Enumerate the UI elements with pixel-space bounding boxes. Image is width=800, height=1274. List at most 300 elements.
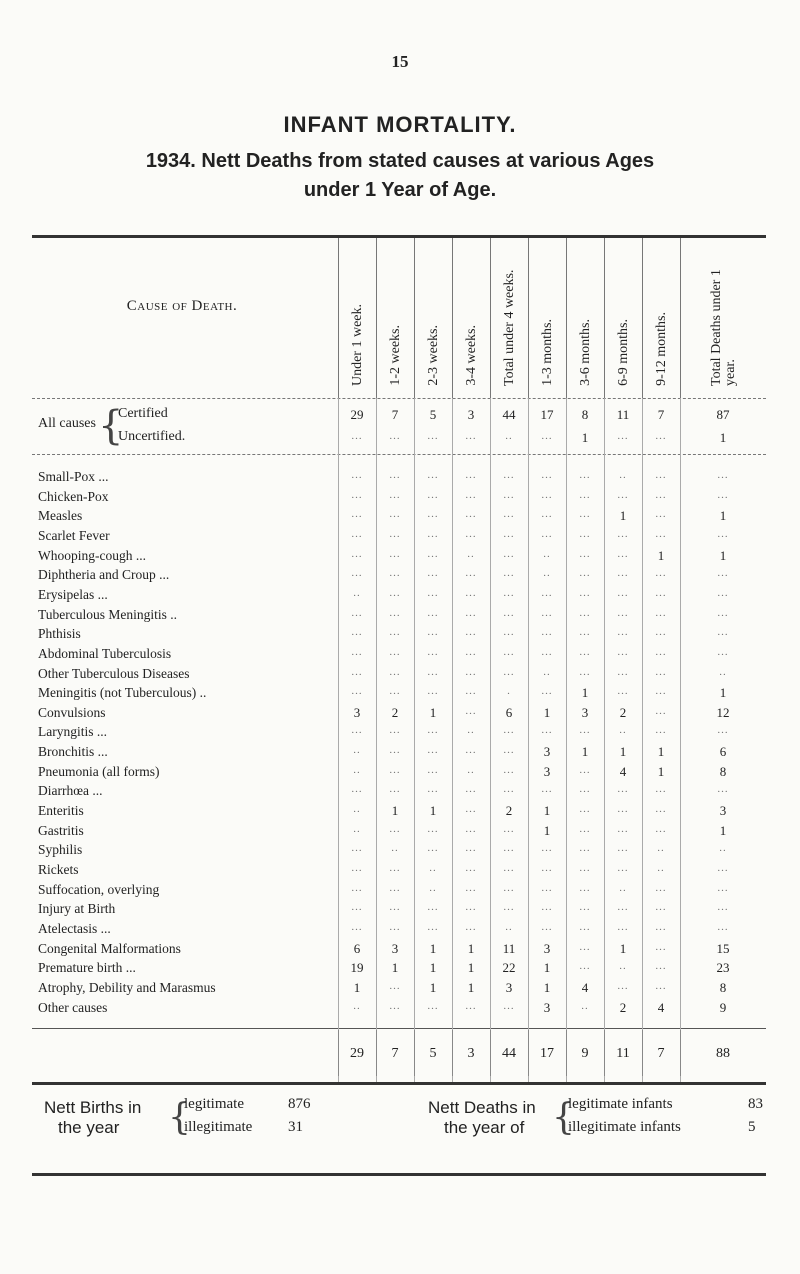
cause-row-cell: .. — [619, 724, 627, 736]
column-header-6 — [566, 238, 605, 398]
certified-cell: 3 — [467, 407, 475, 422]
uncertified-cell: 1 — [581, 430, 589, 445]
cause-row-cell: ... — [465, 882, 477, 894]
cause-row-cell: ... — [617, 528, 629, 540]
cause-row-cell: ... — [579, 646, 591, 658]
cause-row-label — [38, 587, 108, 603]
cause-row-cell: ... — [541, 783, 553, 795]
cause-row-cell: ... — [617, 548, 629, 560]
cause-row-cell: ... — [351, 724, 363, 736]
cause-row-cell: ... — [389, 607, 401, 619]
cause-row-cell: ... — [465, 803, 477, 815]
cause-name: Atrophy, Debility and Marasmus — [38, 980, 216, 995]
cause-row-cell: 1 — [543, 705, 551, 720]
cause-row-cell: 6 — [505, 705, 513, 720]
cause-row-cell: ... — [579, 941, 591, 953]
cause-row-label — [38, 705, 106, 721]
column-header-label: 9-12 months. — [654, 312, 669, 386]
cause-row-cell: ... — [579, 764, 591, 776]
page-number: 15 — [391, 52, 409, 71]
cause-row-cell: 1 — [619, 744, 627, 759]
cause-name: Scarlet Fever — [38, 528, 110, 543]
total-cell: 9 — [581, 1046, 589, 1061]
cause-row-label — [38, 508, 82, 524]
cause-row-cell: ... — [465, 508, 477, 520]
cause-row-cell: ... — [655, 528, 667, 540]
cause-row-cell: ... — [427, 548, 439, 560]
footer-rule — [32, 1173, 766, 1176]
cause-row-cell: ... — [465, 744, 477, 756]
cause-row-cell: ... — [655, 882, 667, 894]
cause-row-cell: .. — [353, 1000, 361, 1012]
totals-divider — [32, 1028, 766, 1029]
cause-row-cell: 2 — [619, 705, 627, 720]
cause-row-cell: 1 — [657, 764, 665, 779]
cause-row-cell: ... — [503, 862, 515, 874]
cause-row-cell: 3 — [543, 744, 551, 759]
uncertified-cell: ... — [351, 430, 363, 442]
cause-row-cell: ... — [717, 724, 729, 736]
cause-name: Bronchitis ... — [38, 744, 108, 759]
cause-row-cell: 22 — [502, 960, 516, 975]
cause-row-cell: ... — [389, 901, 401, 913]
cause-row-cell: 23 — [716, 960, 730, 975]
column-header-label: 3-6 months. — [578, 319, 593, 386]
cause-row-cell: ... — [465, 685, 477, 697]
cause-name: Measles — [38, 508, 83, 523]
cause-row-cell: ... — [389, 1000, 401, 1012]
cause-row-cell: ... — [717, 528, 729, 540]
cause-name: Phthisis — [38, 626, 81, 641]
cause-row-cell: ... — [655, 508, 667, 520]
cause-row-label — [38, 783, 102, 799]
cause-row-cell: 11 — [502, 941, 516, 956]
cause-row-cell: ... — [579, 724, 591, 736]
cause-row-cell: .. — [353, 803, 361, 815]
cause-row-cell: ... — [389, 508, 401, 520]
cause-row-cell: .. — [543, 567, 551, 579]
cause-row-cell: ... — [579, 842, 591, 854]
cause-name: Laryngitis ... — [38, 724, 107, 739]
cause-of-death-header: Cause of Death. — [126, 298, 238, 314]
cause-row-cell: ... — [579, 548, 591, 560]
cause-row-cell: ... — [717, 626, 729, 638]
certified-cell: 87 — [716, 407, 730, 422]
cause-row-cell: ... — [579, 587, 591, 599]
cause-row-cell: ... — [465, 528, 477, 540]
cause-row-cell: ... — [427, 646, 439, 658]
column-header-label: 6-9 months. — [616, 319, 631, 386]
cause-row-cell: 1 — [719, 508, 727, 523]
cause-row-cell: 1 — [719, 685, 727, 700]
cause-row-cell: ... — [503, 882, 515, 894]
cause-row-cell: ... — [617, 646, 629, 658]
cause-row-cell: ... — [465, 626, 477, 638]
cause-row-cell: ... — [541, 469, 553, 481]
cause-row-cell: ... — [427, 508, 439, 520]
all-causes-brace: { — [98, 403, 124, 449]
column-header-label: 1-2 weeks. — [388, 325, 403, 386]
cause-row-cell: ... — [717, 469, 729, 481]
cause-row-cell: ... — [427, 587, 439, 599]
cause-row-cell: ... — [617, 626, 629, 638]
total-cell: 3 — [467, 1046, 475, 1061]
certified-cell: 29 — [350, 407, 364, 422]
uncertified-cell: ... — [389, 430, 401, 442]
total-cell: 5 — [429, 1046, 437, 1061]
cause-name: Rickets — [38, 862, 79, 877]
column-header-3 — [452, 238, 491, 398]
cause-row-cell: ... — [617, 980, 629, 992]
cause-row-cell: ... — [503, 567, 515, 579]
cause-row-cell: 2 — [505, 803, 513, 818]
cause-row-cell: 2 — [619, 1000, 627, 1015]
cause-row-cell: ... — [427, 823, 439, 835]
cause-row-cell: ... — [503, 469, 515, 481]
certified-cell: 7 — [657, 407, 665, 422]
cause-row-cell: ... — [465, 842, 477, 854]
cause-row-cell: 1 — [543, 980, 551, 995]
cause-row-label — [38, 901, 115, 917]
cause-row-cell: ... — [655, 901, 667, 913]
cause-row-cell: ... — [655, 960, 667, 972]
cause-row-cell: ... — [541, 724, 553, 736]
cause-row-cell: 1 — [429, 941, 437, 956]
total-cell: 29 — [350, 1046, 364, 1061]
cause-row-cell: .. — [581, 1000, 589, 1012]
cause-row-cell: .. — [391, 842, 399, 854]
cause-row-cell: ... — [655, 607, 667, 619]
cause-row-cell: ... — [389, 862, 401, 874]
cause-row-label — [38, 528, 110, 544]
cause-row-cell: ... — [655, 705, 667, 717]
cause-row-cell: 1 — [719, 823, 727, 838]
cause-name: Premature birth ... — [38, 960, 136, 975]
cause-row-cell: 1 — [391, 803, 399, 818]
page-title: INFANT MORTALITY. — [283, 112, 517, 137]
cause-row-cell: 6 — [719, 744, 727, 759]
total-cell: 17 — [540, 1046, 554, 1061]
cause-row-cell: ... — [655, 783, 667, 795]
cause-row-cell: ... — [389, 567, 401, 579]
cause-row-cell: ... — [617, 803, 629, 815]
cause-row-cell: 3 — [543, 1000, 551, 1015]
cause-row-cell: ... — [541, 646, 553, 658]
cause-row-cell: ... — [351, 567, 363, 579]
certified-label: Certified — [118, 406, 168, 421]
uncertified-cell: .. — [505, 430, 513, 442]
cause-row-cell: ... — [389, 764, 401, 776]
cause-row-cell: ... — [579, 567, 591, 579]
cause-name: Small-Pox ... — [38, 469, 109, 484]
cause-row-cell: ... — [427, 901, 439, 913]
cause-row-cell: ... — [541, 862, 553, 874]
cause-row-cell: .. — [505, 921, 513, 933]
cause-row-cell: ... — [389, 626, 401, 638]
column-header-5 — [528, 238, 567, 398]
births-illegit-label: illegitimate — [184, 1119, 253, 1135]
deaths-illegit-label: illegitimate infants — [568, 1119, 681, 1135]
cause-row-cell: ... — [427, 921, 439, 933]
cause-row-cell: ... — [617, 901, 629, 913]
cause-row-cell: ... — [351, 548, 363, 560]
deaths-legit-label: legitimate infants — [568, 1096, 673, 1112]
cause-row-cell: ... — [717, 587, 729, 599]
cause-row-cell: ... — [503, 528, 515, 540]
cause-row-cell: ... — [579, 783, 591, 795]
deaths-legit-value: 83 — [748, 1096, 763, 1112]
cause-row-cell: ... — [465, 587, 477, 599]
cause-row-cell: ... — [503, 646, 515, 658]
cause-row-cell: ... — [351, 783, 363, 795]
cause-row-cell: ... — [617, 823, 629, 835]
certified-cell: 5 — [429, 407, 437, 422]
cause-row-cell: ... — [351, 508, 363, 520]
cause-row-label — [38, 842, 82, 858]
cause-row-cell: ... — [389, 823, 401, 835]
cause-row-cell: ... — [579, 666, 591, 678]
section-divider — [32, 454, 766, 455]
cause-row-cell: .. — [467, 548, 475, 560]
cause-row-cell: .. — [619, 469, 627, 481]
certified-cell: 17 — [540, 407, 554, 422]
cause-row-cell: ... — [389, 882, 401, 894]
cause-row-cell: ... — [465, 783, 477, 795]
cause-row-cell: .. — [657, 862, 665, 874]
page-subtitle-line-2: under 1 Year of Age. — [303, 179, 497, 201]
cause-row-cell: ... — [541, 489, 553, 501]
cause-row-cell: ... — [655, 646, 667, 658]
total-cell: 11 — [616, 1046, 630, 1061]
column-header-label: 3-4 weeks. — [464, 325, 479, 386]
cause-row-cell: . — [507, 685, 511, 697]
cause-row-cell: 8 — [719, 764, 727, 779]
cause-row-cell: ... — [389, 980, 401, 992]
cause-name: Diarrhœa ... — [38, 783, 103, 798]
cause-row-cell: 3 — [543, 941, 551, 956]
cause-row-cell: 15 — [716, 941, 730, 956]
cause-row-cell: 1 — [391, 960, 399, 975]
cause-row-cell: 1 — [657, 744, 665, 759]
cause-row-cell: .. — [353, 587, 361, 599]
cause-row-cell: ... — [717, 862, 729, 874]
cause-row-label — [38, 980, 216, 996]
cause-row-cell: ... — [717, 567, 729, 579]
column-header-label: Under 1 week. — [350, 303, 365, 386]
cause-row-cell: ... — [427, 764, 439, 776]
total-cell: 7 — [657, 1046, 665, 1061]
cause-row-cell: ... — [389, 469, 401, 481]
cause-row-cell: ... — [389, 724, 401, 736]
cause-row-cell: .. — [353, 744, 361, 756]
cause-row-cell: 4 — [657, 1000, 665, 1015]
cause-row-cell: 1 — [657, 548, 665, 563]
cause-row-cell: ... — [389, 587, 401, 599]
cause-row-cell: ... — [389, 685, 401, 697]
cause-name: Whooping-cough ... — [38, 548, 146, 563]
cause-row-cell: ... — [617, 862, 629, 874]
cause-row-cell: ... — [503, 508, 515, 520]
cause-row-label — [38, 921, 111, 937]
cause-name: Other causes — [38, 1000, 108, 1015]
cause-row-cell: ... — [389, 744, 401, 756]
cause-row-cell: 1 — [543, 823, 551, 838]
cause-row-cell: ... — [503, 666, 515, 678]
cause-row-cell: ... — [503, 548, 515, 560]
cause-row-label — [38, 803, 84, 819]
births-brace: { — [168, 1097, 191, 1138]
cause-row-cell: ... — [579, 862, 591, 874]
cause-row-cell: ... — [465, 567, 477, 579]
cause-name: Congenital Malformations — [38, 941, 181, 956]
cause-row-cell: ... — [579, 823, 591, 835]
cause-row-cell: ... — [465, 901, 477, 913]
cause-row-cell: .. — [543, 666, 551, 678]
cause-row-cell: ... — [617, 842, 629, 854]
column-header-9 — [680, 238, 767, 398]
cause-row-cell: ... — [617, 587, 629, 599]
cause-row-cell: 8 — [719, 980, 727, 995]
cause-row-cell: ... — [503, 842, 515, 854]
cause-row-cell: ... — [717, 882, 729, 894]
cause-row-cell: .. — [619, 882, 627, 894]
cause-row-cell: 3 — [543, 764, 551, 779]
uncertified-label: Uncertified. — [118, 429, 186, 444]
cause-row-cell: ... — [717, 607, 729, 619]
cause-row-cell: ... — [617, 783, 629, 795]
cause-row-cell: ... — [579, 882, 591, 894]
cause-row-cell: ... — [427, 1000, 439, 1012]
cause-row-cell: ... — [579, 607, 591, 619]
cause-row-cell: ... — [427, 685, 439, 697]
column-header-2 — [414, 238, 453, 398]
deaths-brace: { — [552, 1097, 575, 1138]
cause-name: Other Tuberculous Diseases — [38, 666, 190, 681]
cause-row-cell: 1 — [581, 744, 589, 759]
all-causes-label: All causes — [38, 416, 96, 431]
cause-row-cell: ... — [717, 921, 729, 933]
cause-row-cell: 3 — [505, 980, 513, 995]
births-illegit-value: 31 — [288, 1119, 303, 1135]
cause-row-cell: ... — [579, 921, 591, 933]
cause-row-cell: ... — [655, 823, 667, 835]
cause-row-cell: ... — [465, 862, 477, 874]
cause-row-cell: ... — [427, 528, 439, 540]
cause-row-label — [38, 744, 108, 760]
certified-cell: 8 — [581, 407, 589, 422]
column-header-label: Total Deaths under 1 year. — [709, 269, 738, 386]
cause-row-cell: ... — [389, 921, 401, 933]
total-cell: 7 — [391, 1046, 399, 1061]
cause-row-cell: ... — [503, 901, 515, 913]
cause-row-cell: 12 — [716, 705, 730, 720]
cause-name: Convulsions — [38, 705, 106, 720]
cause-name: Syphilis — [38, 842, 83, 857]
cause-row-cell: ... — [351, 862, 363, 874]
cause-row-cell: ... — [579, 803, 591, 815]
cause-row-cell: ... — [427, 744, 439, 756]
total-cell: 88 — [716, 1046, 730, 1061]
column-header-4 — [490, 238, 529, 398]
uncertified-cell: 1 — [719, 430, 727, 445]
cause-row-cell: ... — [503, 587, 515, 599]
cause-row-label — [38, 666, 190, 682]
cause-row-cell: ... — [389, 666, 401, 678]
cause-row-cell: 1 — [543, 803, 551, 818]
cause-row-cell: ... — [351, 469, 363, 481]
uncertified-cell: ... — [617, 430, 629, 442]
deaths-label-1: Nett Deaths in — [428, 1098, 536, 1117]
cause-row-cell: 19 — [350, 960, 364, 975]
cause-name: Pneumonia (all forms) — [38, 764, 160, 779]
cause-row-cell: ... — [351, 666, 363, 678]
deaths-illegit-value: 5 — [748, 1119, 756, 1135]
cause-row-cell: ... — [503, 744, 515, 756]
cause-row-cell: ... — [427, 724, 439, 736]
cause-row-label — [38, 567, 169, 583]
cause-row-cell: .. — [429, 862, 437, 874]
cause-row-cell: ... — [351, 921, 363, 933]
cause-row-cell: 1 — [619, 941, 627, 956]
cause-row-cell: .. — [543, 548, 551, 560]
cause-row-cell: ... — [579, 489, 591, 501]
cause-row-cell: ... — [427, 626, 439, 638]
cause-row-cell: 1 — [353, 980, 361, 995]
cause-row-cell: ... — [503, 1000, 515, 1012]
cause-row-cell: ... — [503, 607, 515, 619]
cause-row-cell: ... — [503, 724, 515, 736]
cause-row-cell: 1 — [719, 548, 727, 563]
cause-row-label — [38, 882, 159, 898]
cause-name: Suffocation, overlying — [38, 882, 160, 897]
cause-row-cell: ... — [717, 489, 729, 501]
cause-name: Abdominal Tuberculosis — [38, 646, 172, 661]
cause-row-cell: ... — [617, 567, 629, 579]
cause-row-cell: ... — [655, 941, 667, 953]
cause-row-cell: ... — [617, 685, 629, 697]
cause-row-cell: .. — [353, 764, 361, 776]
cause-row-cell: ... — [389, 528, 401, 540]
certified-cell: 44 — [502, 407, 516, 422]
cause-row-cell: ... — [541, 685, 553, 697]
cause-name: Enteritis — [38, 803, 84, 818]
cause-row-cell: ... — [579, 901, 591, 913]
cause-row-cell: ... — [465, 705, 477, 717]
cause-row-cell: ... — [389, 489, 401, 501]
cause-row-cell: ... — [579, 626, 591, 638]
cause-row-label — [38, 960, 136, 976]
header-divider — [32, 398, 766, 399]
page-subtitle: 1934. Nett Deaths from stated causes at various Ages — [145, 150, 655, 172]
cause-row-cell: ... — [465, 469, 477, 481]
cause-row-cell: 1 — [429, 705, 437, 720]
uncertified-cell: ... — [655, 430, 667, 442]
certified-cell: 7 — [391, 407, 399, 422]
deaths-label-2: the year of — [444, 1118, 525, 1137]
column-header-label: 2-3 weeks. — [426, 325, 441, 386]
cause-row-cell: ... — [427, 607, 439, 619]
cause-row-cell: ... — [579, 469, 591, 481]
cause-row-cell: ... — [717, 783, 729, 795]
cause-name: Injury at Birth — [38, 901, 116, 916]
cause-row-label — [38, 685, 206, 701]
cause-row-cell: ... — [717, 901, 729, 913]
cause-row-cell: ... — [465, 489, 477, 501]
cause-row-cell: ... — [655, 685, 667, 697]
cause-row-cell: .. — [619, 960, 627, 972]
cause-row-cell: 4 — [581, 980, 589, 995]
cause-row-cell: 1 — [467, 941, 475, 956]
